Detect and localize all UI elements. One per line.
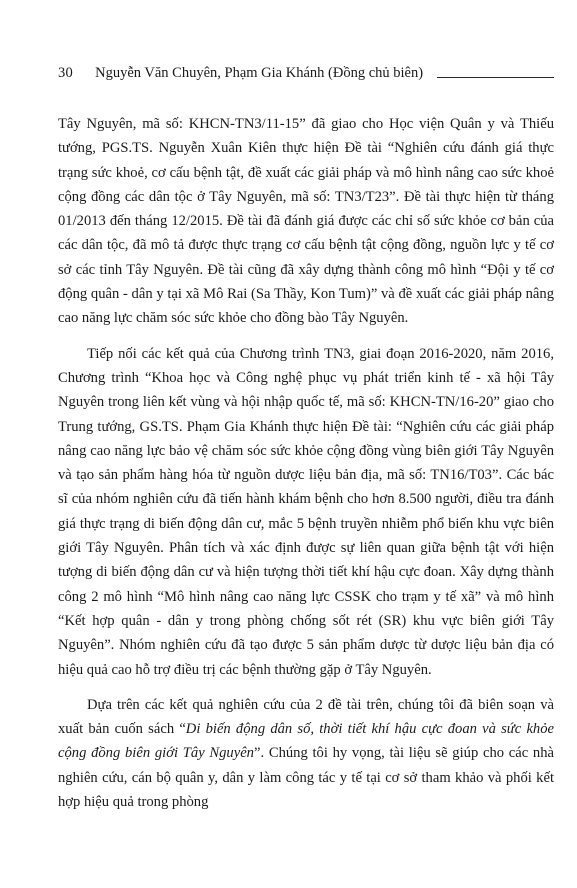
paragraph-3	[58, 693, 554, 814]
header-rule	[437, 77, 554, 78]
body-text	[58, 112, 554, 825]
book-title-italic: Di biến động dân số, thời tiết khí hậu cực đoan và sức khỏe cộng đồng biên giới Tây Nguyên	[58, 721, 554, 762]
page-number: 30	[58, 65, 74, 81]
paragraph-2: Tiếp nối các kết quả của Chương trình TN3, giai đoạn 2016-2020, năm 2016, Chương trình “Khoa học và Công nghệ phục vụ phát triển kinh tế - xã hội Tây Nguyên trong liên kết vùng và hội nhập quốc tế, mã số: KHCN-TN/16-20” giao cho Trung tướng, GS.TS. Phạm Gia Khánh thực hiện Đề tài: “Nghiên cứu các giải pháp nâng cao năng lực bảo vệ chăm sóc sức khỏe cộng đồng vùng biên giới Tây Nguyên và tạo sản phẩm hàng hóa từ nguồn dược liệu bản địa, mã số: TN16/T03”. Các bác sĩ của nhóm nghiên cứu đã tiến hành khám bệnh cho hơn 8.500 người, điều tra đánh giá thực trạng di biến động dân cư, mắc 5 bệnh truyền nhiễm phổ biến khu vực biên giới Tây Nguyên. Phân tích và xác định được sự liên quan giữa bệnh tật với hiện tượng di biến động dân cư và hiện tượng thời tiết khí hậu cực đoan. Xây dựng thành công 2 mô hình “Mô hình nâng cao năng lực CSSK cho trạm y tế xã” và mô hình “Kết hợp quân - dân y trong phòng chống sốt rét (SR) khu vực biên giới Tây Nguyên”. Nhóm nghiên cứu đã tạo được 5 sản phẩm dược từ dược liệu bản địa có hiệu quả cao hỗ trợ điều trị các bệnh thường gặp ở Tây Nguyên.	[58, 345, 554, 678]
paragraph-3-tail: ”. Chúng tôi hy vọng, tài liệu sẽ giúp cho các nhà nghiên cứu, cán bộ quân y, dân y làm công tác y tế tại cơ sở tham khảo và phối kết hợp hiệu quả trong phòng	[58, 745, 554, 811]
running-title: Nguyễn Văn Chuyên, Phạm Gia Khánh (Đồng chủ biên)	[95, 65, 424, 81]
page-header	[58, 58, 554, 82]
paragraph-1: Tây Nguyên, mã số: KHCN-TN3/11-15” đã giao cho Học viện Quân y và Thiếu tướng, PGS.TS. Nguyễn Xuân Kiên thực hiện Đề tài “Nghiên cứu đánh giá thực trạng sức khoẻ, cơ cấu bệnh tật, đề xuất các giải pháp và mô hình nâng cao sức khoẻ cộng đồng các dân tộc ở Tây Nguyên, mã số: TN3/T23”. Đề tài thực hiện từ tháng 01/2013 đến tháng 12/2015. Đề tài đã đánh giá được các chỉ số sức khỏe cơ bản của các dân tộc, đã mô tả được thực trạng cơ cấu bệnh tật cộng đồng, nguồn lực y tế cơ sở các tỉnh Tây Nguyên. Đề tài cũng đã xây dựng thành công mô hình “Đội y tế cơ động quân - dân y tại xã Mô Rai (Sa Thầy, Kon Tum)” và đề xuất các giải pháp nâng cao năng lực chăm sóc sức khỏe cho đồng bào Tây Nguyên.	[58, 116, 554, 327]
paragraph-3-lead: Dựa trên các kết quả nghiên cứu của 2 đề tài trên, chúng tôi đã biên soạn và xuất bản cuốn sách “	[58, 696, 554, 738]
